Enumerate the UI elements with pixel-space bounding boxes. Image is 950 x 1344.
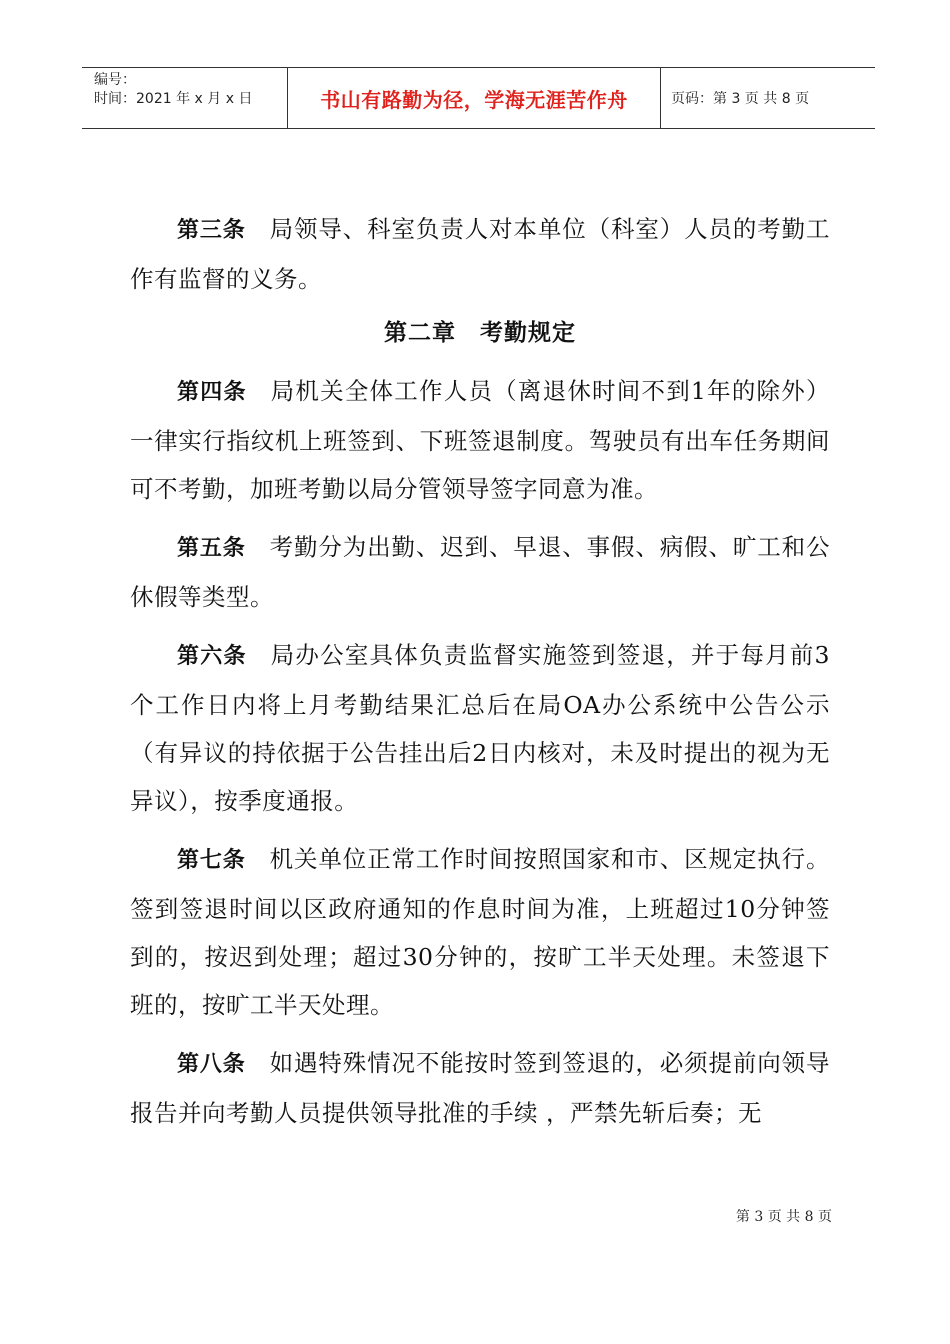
article-title: 第五条	[177, 536, 246, 561]
article-title: 第七条	[177, 848, 246, 873]
article-text: 局机关全体工作人员（离退休时间不到1年的除外）一律实行指纹机上班签到、下班签退制度。驾驶员有出车任务期间可不考勤，加班考勤以局分管领导签字同意为准。	[130, 377, 830, 503]
article-text: 考勤分为出勤、迟到、早退、事假、病假、旷工和公休假等类型。	[130, 533, 830, 611]
document-body	[130, 205, 830, 1137]
article-text: 局办公室具体负责监督实施签到签退，并于每月前3个工作日内将上月考勤结果汇总后在局OA办公系统中公告公示（有异议的持依据于公告挂出后2日内核对，未及时提出的视为无异议），按季度通报。	[130, 641, 830, 815]
article-paragraph	[130, 631, 830, 825]
article-paragraph	[130, 835, 830, 1029]
article-text: 机关单位正常工作时间按照国家和市、区规定执行。签到签退时间以区政府通知的作息时间为准，上班超过10分钟签到的，按迟到处理；超过30分钟的，按旷工半天处理。未签退下班的，按旷工半天处理。	[130, 845, 830, 1019]
article-title: 第四条	[177, 380, 247, 405]
article-text: 局领导、科室负责人对本单位（科室）人员的考勤工作有监督的义务。	[130, 215, 830, 293]
page-header	[82, 67, 875, 129]
header-motto: 书山有路勤为径，学海无涯苦作舟	[320, 87, 628, 112]
header-motto-cell	[287, 68, 661, 128]
chapter-heading: 第二章 考勤规定	[384, 320, 576, 346]
document-number-label: 编号：	[94, 72, 136, 88]
article-paragraph	[130, 1039, 830, 1137]
header-page-cell	[661, 68, 875, 128]
page-footer: 第 3 页 共 8 页	[735, 1209, 832, 1225]
document-time: 时间：2021 年 x 月 x 日	[94, 91, 253, 107]
article-paragraph	[130, 205, 830, 303]
article-title: 第三条	[177, 218, 246, 243]
article-paragraph	[130, 367, 830, 513]
article-text: 如遇特殊情况不能按时签到签退的，必须提前向领导报告并向考勤人员提供领导批准的手续 ，严禁先斩后奏；无	[130, 1049, 830, 1127]
header-page-info: 页码：第 3 页 共 8 页	[671, 91, 810, 107]
article-title: 第八条	[177, 1052, 246, 1077]
article-paragraph	[130, 523, 830, 621]
header-meta	[82, 68, 287, 128]
article-title: 第六条	[177, 644, 247, 669]
